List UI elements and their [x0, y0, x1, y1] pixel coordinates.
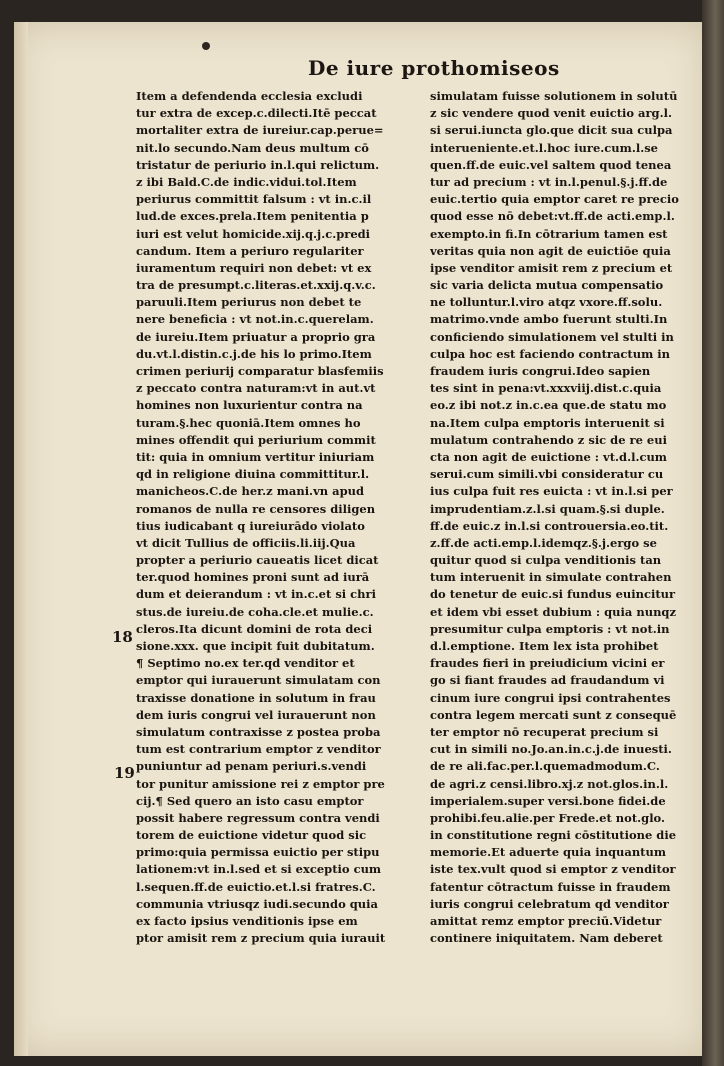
text-line: prohibi.feu.alie.per Frede.et not.glo. — [430, 810, 666, 825]
text-line: ¶ Septimo no.ex ter.qd venditor et — [136, 656, 355, 671]
text-line: contra legem mercati sunt z consequē — [430, 707, 677, 722]
text-line: tum est contrarium emptor z venditor — [136, 742, 381, 757]
text-line: et idem vbi esset dubium : quia nunqz — [430, 604, 676, 619]
text-line: fraudes fieri in preiudicium vicini er — [430, 656, 665, 671]
text-line: manicheos.C.de her.z mani.vn apud — [136, 484, 365, 499]
text-line: fatentur cōtractum fuisse in fraudem — [430, 879, 671, 894]
text-line: veritas quia non agit de euictiōe quia — [430, 243, 671, 258]
text-line: go si fiant fraudes ad fraudandum vi — [430, 673, 665, 688]
text-line: mulatum contrahendo z sic de re eui — [430, 432, 667, 447]
text-line: paruuli.Item periurus non debet te — [136, 295, 362, 310]
text-line: iuri est velut homicide.xij.q.j.c.predi — [136, 226, 371, 241]
text-line: dem iuris congrui vel iurauerunt non — [136, 707, 376, 722]
text-line: mortaliter extra de iureiur.cap.perue= — [136, 123, 384, 138]
text-line: de re ali.fac.per.l.quemadmodum.C. — [430, 759, 660, 774]
text-line: eo.z ibi not.z in.c.ea que.de statu mo — [430, 398, 667, 413]
text-line: ne tolluntur.l.viro atqz vxore.ff.solu. — [430, 295, 663, 310]
text-line: sione.xxx. que incipit fuit dubitatum. — [136, 639, 375, 653]
text-line: torem de euictione videtur quod sic — [136, 828, 367, 843]
text-line: possit habere regressum contra vendi — [136, 810, 380, 825]
text-line: homines non luxurientur contra na — [136, 398, 363, 413]
text-line: tra de presumpt.c.literas.et.xxij.q.v.c. — [136, 278, 376, 293]
text-line: z ibi Bald.C.de indic.vidui.tol.Item — [136, 174, 357, 189]
running-title: De iure prothomiseos — [308, 56, 560, 80]
text-line: ipse venditor amisit rem z precium et — [430, 260, 673, 275]
text-line: primo:quia permissa euictio per stipu — [136, 845, 380, 860]
text-line: simulatam fuisse solutionem in solutū — [430, 89, 678, 103]
margin-number-18: 18 — [112, 628, 133, 646]
text-line: cut in simili no.Jo.an.in.c.j.de inuesti. — [430, 742, 672, 757]
text-line: imprudentiam.z.l.si quam.§.si duple. — [430, 501, 665, 516]
text-line: quitur quod si culpa venditionis tan — [430, 553, 662, 568]
text-line: quod esse nō debet:vt.ff.de acti.emp.l. — [430, 209, 675, 224]
text-line: culpa hoc est faciendo contractum in — [430, 346, 670, 361]
text-line: simulatum contraxisse z postea proba — [136, 724, 381, 739]
text-line: l.sequen.ff.de euictio.et.l.si fratres.C. — [136, 879, 376, 894]
text-line: continere iniquitatem. Nam deberet — [430, 931, 663, 946]
text-line: tor punitur amissione rei z emptor pre — [136, 776, 385, 791]
text-line: ter.quod homines proni sunt ad iurā — [136, 570, 370, 585]
text-line: ptor amisit rem z precium quia iurauit — [136, 931, 386, 946]
text-line: lud.de exces.prela.Item penitentia p — [136, 209, 369, 224]
text-line: ex facto ipsius venditionis ipse em — [136, 914, 358, 928]
text-line: sic varia delicta mutua compensatio — [430, 278, 664, 293]
text-line: na.Item culpa emptoris interuenit si — [430, 415, 665, 430]
text-line: tius iudicabant q iureiurādo violato — [136, 518, 365, 533]
text-line: ius culpa fuit res euicta : vt in.l.si per — [430, 484, 673, 499]
text-line: iuramentum requiri non debet: vt ex — [136, 260, 372, 275]
text-line: interueniente.et.l.hoc iure.cum.l.se — [430, 140, 658, 155]
text-line: puniuntur ad penam periuri.s.vendi — [136, 759, 367, 774]
page-gutter — [14, 22, 28, 1056]
text-line: tristatur de periurio in.l.qui relictum. — [136, 157, 380, 172]
text-line: vt dicit Tullius de officiis.li.iij.Qua — [136, 535, 356, 550]
text-line: do tenetur de euic.si fundus euincitur — [430, 587, 676, 602]
margin-number-19: 19 — [114, 764, 135, 782]
text-line: nere beneficia : vt not.in.c.querelam. — [136, 312, 374, 327]
binding-hole-mark — [202, 42, 210, 50]
text-line: euic.tertio quia emptor caret re precio — [430, 192, 679, 207]
text-line: du.vt.l.distin.c.j.de his lo primo.Item — [136, 346, 372, 361]
text-line: z sic vendere quod venit euictio arg.l. — [430, 106, 672, 121]
text-line: turam.§.hec quoniā.Item omnes ho — [136, 415, 361, 430]
text-line: amittat remz emptor preciū.Videtur — [430, 914, 662, 928]
text-column-left — [136, 88, 412, 947]
text-line: candum. Item a periuro regulariter — [136, 243, 364, 258]
text-line: matrimo.vnde ambo fuerunt stulti.In — [430, 312, 668, 327]
text-line: nit.lo secundo.Nam deus multum cō — [136, 140, 369, 155]
text-line: conficiendo simulationem vel stulti in — [430, 329, 674, 344]
text-line: ff.de euic.z in.l.si controuersia.eo.tit. — [430, 518, 669, 533]
text-line: presumitur culpa emptoris : vt not.in — [430, 621, 670, 636]
text-line: cinum iure congrui ipsi contrahentes — [430, 690, 671, 705]
text-line: tur ad precium : vt in.l.penul.§.j.ff.de — [430, 174, 668, 189]
text-line: romanos de nulla re censores diligen — [136, 501, 376, 516]
text-line: periurus committit falsum : vt in.c.il — [136, 192, 372, 207]
text-line: propter a periurio caueatis licet dicat — [136, 553, 379, 568]
text-line: mines offendit qui periurium commit — [136, 432, 376, 447]
text-line: qd in religione diuina committitur.l. — [136, 467, 370, 482]
text-line: cij.¶ Sed quero an isto casu emptor — [136, 793, 364, 808]
text-line: tum interuenit in simulate contrahen — [430, 570, 672, 585]
text-line: imperialem.super versi.bone fidei.de — [430, 793, 666, 808]
text-line: iuris congrui celebratum qd venditor — [430, 896, 669, 911]
text-line: z peccato contra naturam:vt in aut.vt — [136, 381, 376, 396]
text-column-right — [430, 88, 696, 947]
text-line: ter emptor nō recuperat precium si — [430, 724, 659, 739]
text-line: fraudem iuris congrui.Ideo sapien — [430, 364, 651, 378]
text-line: si serui.iuncta glo.que dicit sua culpa — [430, 123, 673, 138]
text-line: de iureiu.Item priuatur a proprio gra — [136, 329, 376, 344]
text-line: iste tex.vult quod si emptor z venditor — [430, 862, 676, 877]
text-line: traxisse donatione in solutum in frau — [136, 690, 376, 705]
text-line: tit: quia in omnium vertitur iniuriam — [136, 449, 375, 464]
text-line: crimen periurij comparatur blasfemiis — [136, 364, 384, 378]
text-line: communia vtriusqz iudi.secundo quia — [136, 896, 378, 911]
text-line: de agri.z censi.libro.xj.z not.glos.in.l. — [430, 776, 669, 791]
text-line: d.l.emptione. Item lex ista prohibet — [430, 639, 659, 653]
text-line: tur extra de excep.c.dilecti.Itē peccat — [136, 106, 377, 121]
text-line: z.ff.de acti.emp.l.idemqz.§.j.ergo se — [430, 535, 657, 550]
text-line: Item a defendenda ecclesia excludi — [136, 89, 363, 103]
text-line: in constitutione regni cōstitutione die — [430, 828, 677, 843]
text-line: tes sint in pena:vt.xxxviij.dist.c.quia — [430, 381, 662, 396]
text-line: lationem:vt in.l.sed et si exceptio cum — [136, 862, 382, 877]
text-line: quen.ff.de euic.vel saltem quod tenea — [430, 157, 672, 172]
text-line: dum et deierandum : vt in.c.et si chri — [136, 587, 376, 602]
text-line: stus.de iureiu.de coha.cle.et mulie.c. — [136, 604, 374, 619]
text-line: emptor qui iurauerunt simulatam con — [136, 673, 381, 688]
text-line: exempto.in fi.In cōtrarium tamen est — [430, 226, 668, 241]
text-line: memorie.Et aduerte quia inquantum — [430, 845, 667, 860]
text-line: cta non agit de euictione : vt.d.l.cum — [430, 449, 667, 464]
text-line: cleros.Ita dicunt domini de rota deci — [136, 621, 373, 636]
text-line: serui.cum simili.vbi consideratur cu — [430, 467, 664, 482]
facing-page-edge — [702, 0, 724, 1066]
